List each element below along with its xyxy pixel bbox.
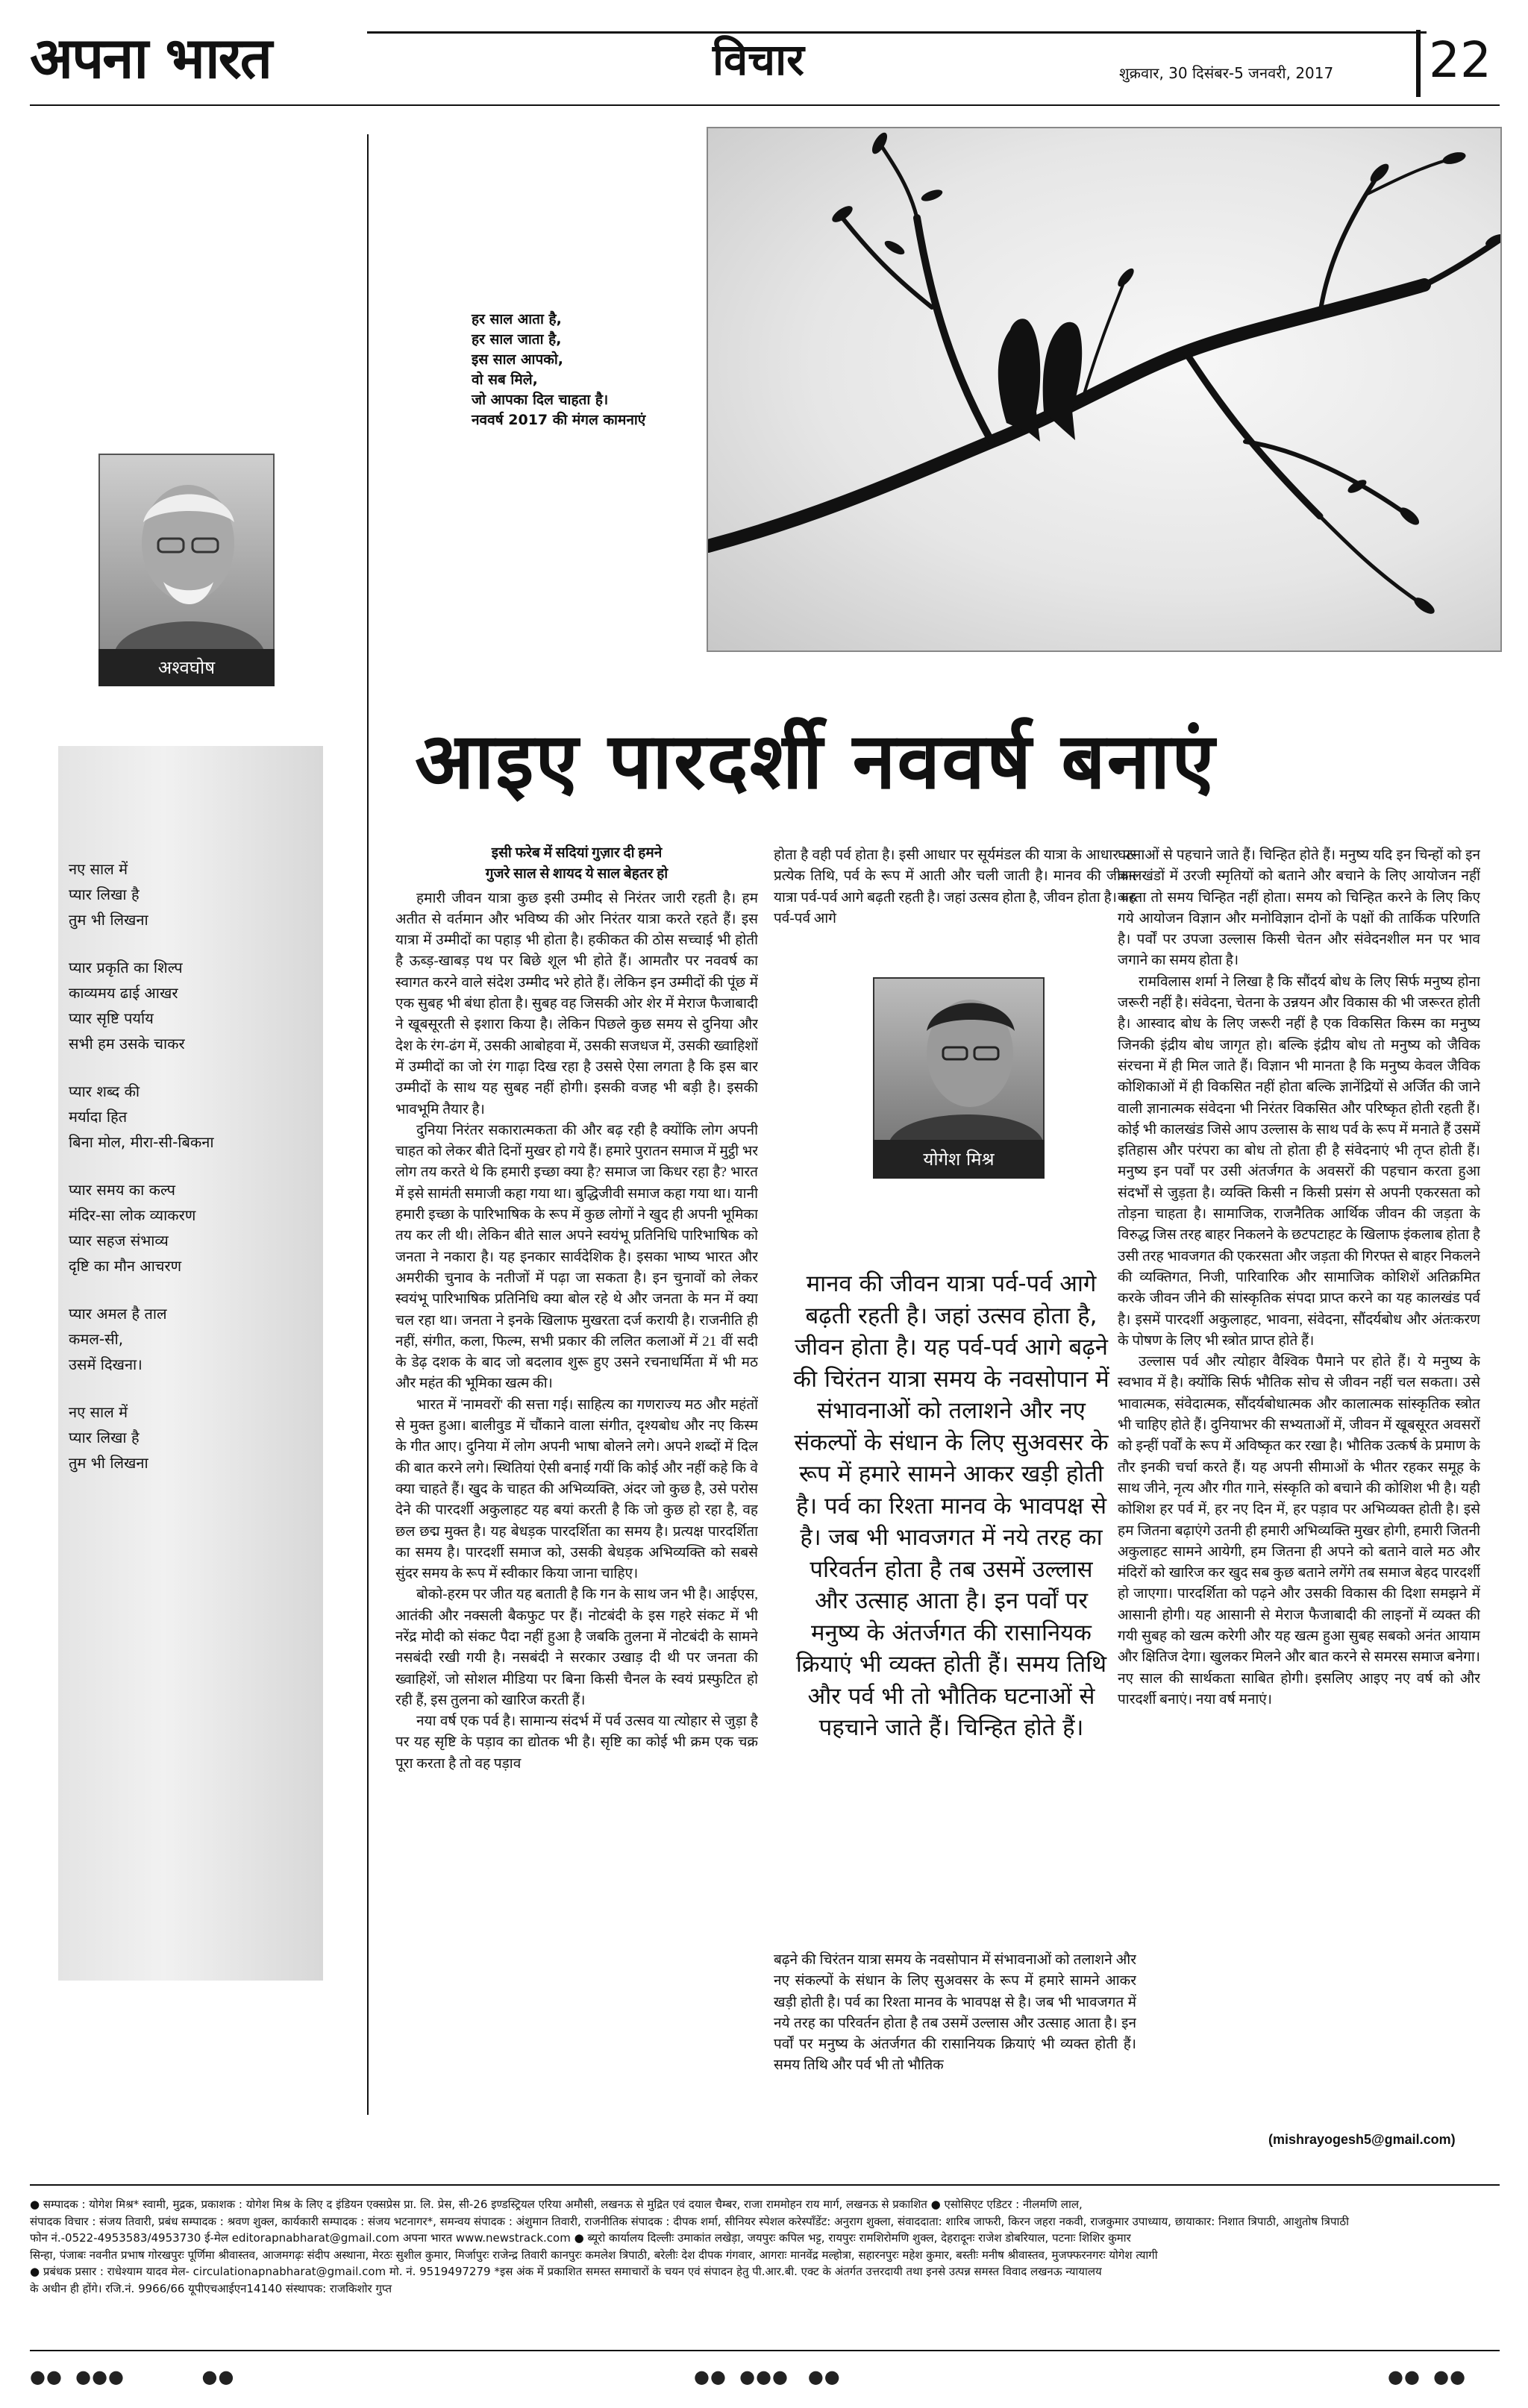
article-column-3 [1118, 845, 1480, 2113]
page-number: 22 [1429, 31, 1491, 89]
greeting-line: हर साल जाता है, [472, 331, 562, 348]
poem-line: प्यार सृष्टि पर्याय [69, 1009, 154, 1027]
poem-stanza [69, 1399, 307, 1476]
greeting-line: नववर्ष 2017 की मंगल कामनाएं [472, 412, 646, 428]
article-intro-couplet: इसी फरेब में सदियां गुज़ार दी हमने गुजरे साल से शायद ये साल बेहतर हो [485, 845, 668, 882]
imprint-footer [30, 2196, 1500, 2297]
article-column-2-top [774, 845, 1136, 973]
greeting-line: जो आपका दिल चाहता है। [472, 392, 609, 408]
article-paragraph: घटनाओं से पहचाने जाते हैं। चिन्हित होते हैं। मनुष्य यदि इन चिन्हों को इन कालखंडों में उरजी स्मृतियों को बताने और बचाने के लिए आयोजन नहीं करता तो समय चिन्हित नहीं होता। समय को चिन्हित करने के लिए किए गये आयोजन विज्ञान और मनोविज्ञान दोनों के पक्षों की तार्किक परिणति है। पर्वों पर उपजा उल्लास किसी चेतन और संवेदनशील मन पर भाव जगाने का समय होता है। [1118, 847, 1480, 969]
birds-on-branch-illustration [708, 128, 1500, 650]
poem-line: प्यार लिखा है [69, 1429, 140, 1446]
poem-line: दृष्टि का मौन आचरण [69, 1257, 182, 1275]
poem-line: तुम भी लिखना [69, 911, 148, 929]
author-email: (mishrayogesh5@gmail.com) [1268, 2132, 1456, 2147]
poem-line: प्यार लिखा है [69, 885, 140, 903]
registration-marks-right: ●● ●● [1388, 2366, 1467, 2387]
registration-marks-left: ●● ●●● ●● [30, 2366, 235, 2387]
poem-line: सभी हम उसके चाकर [69, 1035, 185, 1053]
poem-line: मर्यादा हित [69, 1108, 128, 1126]
poem-line: उसमें दिखना। [69, 1355, 143, 1373]
article-paragraph: बोको-हरम पर जीत यह बताती है कि गन के साथ जन भी है। आईएस, आतंकी और नक्सली बैकफुट पर हैं। नोटबंदी के इस गहरे संकट में भी नरेंद्र मोदी को संकट पैदा नहीं हुआ है जबकि तुलना में नोटबंदी के सामने नसबंदी रखी गयी है। नसबंदी ने सरकार उखाड़ दी थी पर जनता की ख्वाहिशें, जो सोशल मीडिया पर बिना किसी चैनल के स्वयं प्रस्फुटित हो रही हैं, इस तुलना को खारिज करती हैं। [395, 1587, 758, 1708]
article-column-1 [395, 843, 758, 2133]
column-divider [367, 134, 369, 2115]
new-year-greeting [472, 310, 645, 430]
poem-line: प्यार प्रकृति का शिल्प [69, 959, 183, 976]
poem-line: काव्यमय ढाई आखर [69, 984, 178, 1002]
registration-marks-center: ●● ●●● ●● [694, 2366, 841, 2387]
article-paragraph: उल्लास पर्व और त्योहार वैश्विक पैमाने पर होते हैं। ये मनुष्य के स्वभाव में है। क्योंकि सिर्फ भौतिक सोच से जीवन नहीं चल सकता। उसे भावात्मक, संवेदात्मक, सौंदर्यबोधात्मक और कालात्मक सांस्कृतिक स्त्रोत भी चाहिए होते हैं। दुनियाभर की सभ्यताओं में, जीवन में खूबसूरत अवसरों को इन्हीं पर्वों के रूप में अविष्कृत कर रखा है। भौतिक उत्कर्ष के प्रमाण के तौर इनकी चर्चा करते हैं। यह अपनी सीमाओं के भीतर रहकर समूह के साथ जीने, नृत्य और गीत गाने, संस्कृति को बचाने की कोशिश भी है। यही कोशिश हर पर्व में, हर नए दिन में, हर पड़ाव पर अभिव्यक्त होती है। इसे हम जितना बढ़ाएंगे उतनी ही हमारी अभिव्यक्ति मुखर होगी, हमारी जितनी अकुलाहट सामने आयेगी, हम जितना ही अपने को बताने वाले मठ और मंदिरों को खारिज कर खुद सब कुछ बताने लगेंगे तब समाज बेहद पारदर्शी हो जाएगा। पारदर्शिता को पढ़ने और उसकी विकास की दिशा समझने में आसानी होगी। यह आसानी से मेराज फैजाबादी की लाइनों में व्यक्त की गयी सुबह को खत्म करेगी और यह खत्म हुआ सुबह सबको अनंत आयाम और क्षितिज देगा। खुलकर मिलने और बात करने से समरस समाज बनेगा। नए साल की सार्थकता साबित होगी। इसलिए आइए नए वर्ष को और पारदर्शी बनाएं। नया वर्ष मनाएं। [1118, 1354, 1480, 1708]
imprint-line: ● प्रबंधक प्रसार : राधेश्याम यादव मेल- circulationapnabharat@gmail.com मो. नं. 9519497279 *इस अंक में प्रकाशित समस्त समाचारों के चयन एवं संपादन हेतु पी.आर.बी. एक्ट के अंतर्गत उत्तरदायी तथा इनसे उत्पन्न समस्त विवाद लखनऊ न्यायालय [30, 2265, 1102, 2278]
article-headline: आइए पारदर्शी नववर्ष बनाएं [415, 715, 1216, 806]
poem-stanza [69, 856, 307, 932]
article-paragraph: बढ़ने की चिरंतन यात्रा समय के नवसोपान में संभावनाओं को तलाशने और नए संकल्पों के संधान के लिए सुअवसर के रूप में हमारे सामने आकर खड़ी होती है। पर्व का रिश्ता मानव के भावपक्ष से है। जब भी भावजगत में नये तरह का परिवर्तन होता है तब उसमें उल्लास और उत्साह आता है। इन पर्वों पर मनुष्य के अंतर्जगत की रासानियक क्रियाएं भी व्यक्त होती हैं। समय तिथि और पर्व भी तो भौतिक [774, 1952, 1136, 2074]
article-paragraph: दुनिया निरंतर सकारात्मकता की और बढ़ रही है क्योंकि लोग अपनी चाहत को लेकर बीते दिनों मुखर हो गये हैं। हमारे पुरातन समाज में मुट्ठी भर लोग तय करते थे कि हमारी इच्छा क्या है? समाज जा किधर रहा है? भारत में इसे सामंती समाजी कहा गया था। बुद्धिजीवी समाज कहा गया था। यानी हमारी इच्छा के पारिभाषिक के रूप में कुछ लोगों ने खुद ही अपनी भूमिका तय कर ली थी। लेकिन बीते साल अपने स्वयंभू प्रतिनिधि पारिभाषिक को जनता ने नकारा है। यह इनकार सार्वदेशिक है। इसका भाष्य भारत और अमरीकी चुनाव के नतीजों में पढ़ा जा सकता है। इन चुनावों को लेकर स्वयंभू पारिभाषिक प्रतिनिधि क्या बोल रहे थे और जनता के मन में क्या चल रहा था। जनता ने इनके खिलाफ मुखरता दर्ज करायी है। राजनीति ही नहीं, संगीत, कला, फिल्म, सभी प्रकार की ललित कलाओं में 21 वीं सदी के डेढ़ दशक के बाद जो बदलाव शुरू हुए उसने रचनाधर्मिता में भी मठ और महंत की भूमिका खत्म की। [395, 1122, 758, 1392]
footer-bottom-rule [30, 2350, 1500, 2351]
hero-illustration [707, 127, 1502, 652]
article-paragraph: हमारी जीवन यात्रा कुछ इसी उम्मीद से निरंतर जारी रहती है। हम अतीत से वर्तमान और भविष्य की ओर निरंतर यात्रा करते रहते हैं। इस यात्रा में उम्मीदों का पहाड़ भी होता है। हकीकत की ठोस सच्चाई भी होती है ऊब्ड़-खाबड़ पथ पर बिछे शूल भी होते हैं। आमतौर पर नववर्ष का स्वागत करने वाले संदेश उम्मीद भरे होते हैं। लेकिन इन उम्मीदों की पूंछ में एक सुबह भी बंधा होता है। सुबह वह जिसकी ओर शेर में मेराज फैजाबादी ने खूबसूरती से इशारा किया है। लेकिन पिछले कुछ समय से दुनिया और देश के रंग-ढंग में, उसकी आबोहवा में, उसकी सजधज में, उसकी ख्वाहिशों में उम्मीदों का जो रंग गाढ़ा दिख रहा है उससे ऐसा लगता है कि इस बार उम्मीदों के साथ यह सुबह नहीं होगी। इसकी वजह भी बड़ी है। इसकी भावभूमि तैयार है। [395, 890, 758, 1117]
poem-stanza [69, 1079, 307, 1155]
greeting-line: हर साल आता है, [472, 311, 562, 327]
poem-line: कमल-सी, [69, 1330, 124, 1348]
poem-line: नए साल में [69, 860, 128, 878]
masthead-logo: अपना भारत [30, 25, 272, 91]
imprint-line: सिन्हा, पंजाबः नवनीत प्रभाष गोरखपुरः पूर्णिमा श्रीवास्तव, आजमगढ़ः संदीप अस्थाना, मेरठः सुशील कुमार, मिर्जापुरः राजेन्द्र तिवारी कानपुरः कमलेश त्रिपाठी, बरेलीः देश दीपक गंगवार, आगराः मानवेंद्र मल्होत्रा, सहारनपुरः महेश कुमार, बस्तीः मनीष श्रीवास्तव, मुजफ्फरनगरः योगेश त्यागी [30, 2248, 1158, 2262]
article-paragraph: नया वर्ष एक पर्व है। सामान्य संदर्भ में पर्व उत्सव या त्योहार से जुड़ा है पर यह सृष्टि के पड़ाव का द्योतक भी है। सृष्टि का कोई भी क्रम एक चक्र पूरा करता है तो वह पड़ाव [395, 1713, 758, 1772]
author-caption: योगेश मिश्र [873, 1140, 1045, 1179]
poem-line: प्यार सहज संभाव्य [69, 1232, 169, 1250]
imprint-line: के अधीन ही होंगे। रजि.नं. 9966/66 यूपीएचआईएन14140 संस्थापक: राजकिशोर गुप्त [30, 2281, 392, 2295]
poet-portrait [100, 455, 273, 650]
masthead-bottom-rule [30, 104, 1500, 106]
article-paragraph: होता है वही पर्व होता है। इसी आधार पर सूर्यमंडल की यात्रा के आधार पर प्रत्येक तिथि, पर्व के रूप में आती और चली जाती है। मानव की जीवन यात्रा पर्व-पर्व आगे बढ़ती रहती है। जहां उत्सव होता है, जीवन होता है। यह पर्व-पर्व आगे [774, 847, 1136, 926]
poem-line: प्यार शब्द की [69, 1082, 140, 1100]
poem-line: प्यार अमल है ताल [69, 1305, 167, 1323]
poet-caption: अश्वघोष [98, 649, 275, 686]
greeting-line: वो सब मिले, [472, 371, 538, 388]
poem-line: प्यार समय का कल्प [69, 1181, 175, 1199]
poem-stanza [69, 955, 307, 1056]
footer-rule [30, 2184, 1500, 2186]
poem-line: नए साल में [69, 1403, 128, 1421]
imprint-line: ● सम्पादक : योगेश मिश्र* स्वामी, मुद्रक, प्रकाशक : योगेश मिश्र के लिए द इंडियन एक्सप्रेस प्रा. लि. प्रेस, सी-26 इण्डस्ट्रियल एरिया अमौसी, लखनऊ से मुद्रित एवं दयाल चैम्बर, राजा राममोहन राय मार्ग, लखनऊ से प्रकाशित ● एसोसिएट एडिटर : नीलमणि लाल, [30, 2198, 1083, 2211]
article-paragraph: भारत में 'नामवरों' की सत्ता गई। साहित्य का गणराज्य मठ और महंतों से मुक्त हुआ। बालीवुड में चौंकाने वाला संगीत, दृश्यबोध और नए किस्म के गीत आए। दुनिया में लोग अपनी भाषा बोलने लगे। अपने शब्दों में दिल की बात करने लगे। स्थितियां ऐसी बनाई गयीं कि कोई और नहीं कहे कि वे क्या चाहते हैं। खुद के चाहत की अभिव्यक्ति, अंदर जो कुछ है, उसे परोस देने की पारदर्शी अकुलाहट यह बयां करती है कि जो कुछ हो रहा है, वह छल छद्म मुक्त है। यह बेधड़क पारदर्शिता का समय है। प्रत्यक्ष पारदर्शिता का समय है। पारदर्शी समाज को, उसकी बेधड़क अभिव्यक्ति को सबसे सुंदर समय के रूप में स्वीकार किया जाना चाहिए। [395, 1396, 758, 1582]
author-portrait [874, 979, 1043, 1141]
imprint-line: संपादक विचार : संजय तिवारी, प्रबंध सम्पादक : श्रवण शुक्ल, कार्यकारी सम्पादक : संजय भटनागर*, समन्वय संपादक : अंशुमान तिवारी, राजनीतिक संपादक : दीपक शर्मा, सीनियर स्पेशल करेस्पॉंडेंट: अनुराग शुक्ला, संवाददाता: शारिब जाफरी, किरन जहरा नकवी, राजकुमार उपाध्याय, छायाकार: निशात त्रिपाठी, आशुतोष त्रिपाठी [30, 2214, 1349, 2228]
poet-photo [98, 454, 275, 652]
page-number-divider [1416, 30, 1421, 97]
poem-line: बिना मोल, मीरा-सी-बिकना [69, 1133, 214, 1151]
poem-line: तुम भी लिखना [69, 1454, 148, 1472]
section-title: विचार [713, 34, 804, 85]
greeting-line: इस साल आपको, [472, 351, 563, 368]
issue-date: शुक्रवार, 30 दिसंबर-5 जनवरी, 2017 [1119, 64, 1334, 82]
poem-stanza [69, 1177, 307, 1279]
pull-quote: मानव की जीवन यात्रा पर्व-पर्व आगे बढ़ती रहती है। जहां उत्सव होता है, जीवन होता है। यह पर्व-पर्व आगे बढ़ने की चिरंतन यात्रा समय के नवसोपान में संभावनाओं को तलाशने और नए संकल्पों के संधान के लिए सुअवसर के रूप में हमारे सामने आकर खड़ी होती है। पर्व का रिश्ता मानव के भावपक्ष से है। जब भी भावजगत में नये तरह का परिवर्तन होता है तब उसमें उल्लास और उत्साह आता है। इन पर्वों पर मनुष्य के अंतर्जगत की रासानियक क्रियाएं भी व्यक्त होती हैं। समय तिथि और पर्व भी तो भौतिक घटनाओं से पहचाने जाते हैं। चिन्हित होते हैं। [793, 1270, 1109, 1741]
poem [69, 856, 307, 1498]
masthead-rule [367, 31, 1427, 34]
imprint-line: फोन नं.-0522-4953583/4953730 ई-मेल editorapnabharat@gmail.com अपना भारत www.newstrack.com ● ब्यूरो कार्यालय दिल्लीः उमाकांत लखेड़ा, जयपुरः कपिल भट्ट, रायपुरः रामशिरोमणि शुक्ल, देहरादूनः राजेश डोबरियाल, पटनाः शिशिर कुमार [30, 2231, 1131, 2245]
poem-line: मंदिर-सा लोक व्याकरण [69, 1206, 196, 1224]
poem-stanza [69, 1301, 307, 1377]
author-photo [873, 977, 1045, 1143]
article-paragraph: रामविलास शर्मा ने लिखा है कि सौंदर्य बोध के लिए सिर्फ मनुष्य होना जरूरी नहीं है। संवेदना, चेतना के उन्नयन और विकास की भी जरूरत होती है। आस्वाद बोध के लिए जरूरी नहीं है एक विकसित किस्म का मनुष्य जिनकी इंद्रीय बोध जागृत हो। बल्कि इंद्रीय बोध तो मनुष्य को जैविक संरचना में ही मिल जाते हैं। विज्ञान भी मानता है कि मनुष्य केवल जैविक कोशिकाओं में ही विकसित नहीं होता बल्कि ज्ञानेंद्रियों से अर्जित की जाने वाली ज्ञानात्मक संवेदना भी निरंतर विकसित और परिष्कृत होती रहती हैं। कोई भी कालखंड जिसे आप उल्लास के साथ पर्व के रूप में मनाते हैं उसमें इतिहास और परंपरा का बोध तो होता ही है संवेदनाएं भी तृप्त होती हैं। मनुष्य इन पर्वों पर उसी अंतर्जगत के अवसरों की पहचान करता हुआ संदर्भों से जुड़ता है। व्यक्ति किसी न किसी प्रसंग से अपनी एकरसता को तोड़ना चाहता है। सामाजिक, राजनैतिक आर्थिक जीवन की जड़ता के विरुद्ध जिस तरह बाहर निकलने के छटपटाहट के खिलाफ इंकलाब होता है उसी तरह भावजगत की एकरसता और जड़ता की गिरफ्त से बाहर निकलने की व्यक्तिगत, निजी, पारिवारिक और सामाजिक कोशिशें अतिक्रमित करके जीवन जीने की सांस्कृतिक संपदा प्राप्त करने का यह कालखंड पर्व है। इसमें पारदर्शी अकुलाहट, भावना, संवेदना, सौंदर्यबोध और अंतःकरण के पोषण के लिए भी स्त्रोत प्राप्त होते हैं। [1118, 973, 1480, 1349]
article-column-2-bottom [774, 1950, 1136, 2136]
